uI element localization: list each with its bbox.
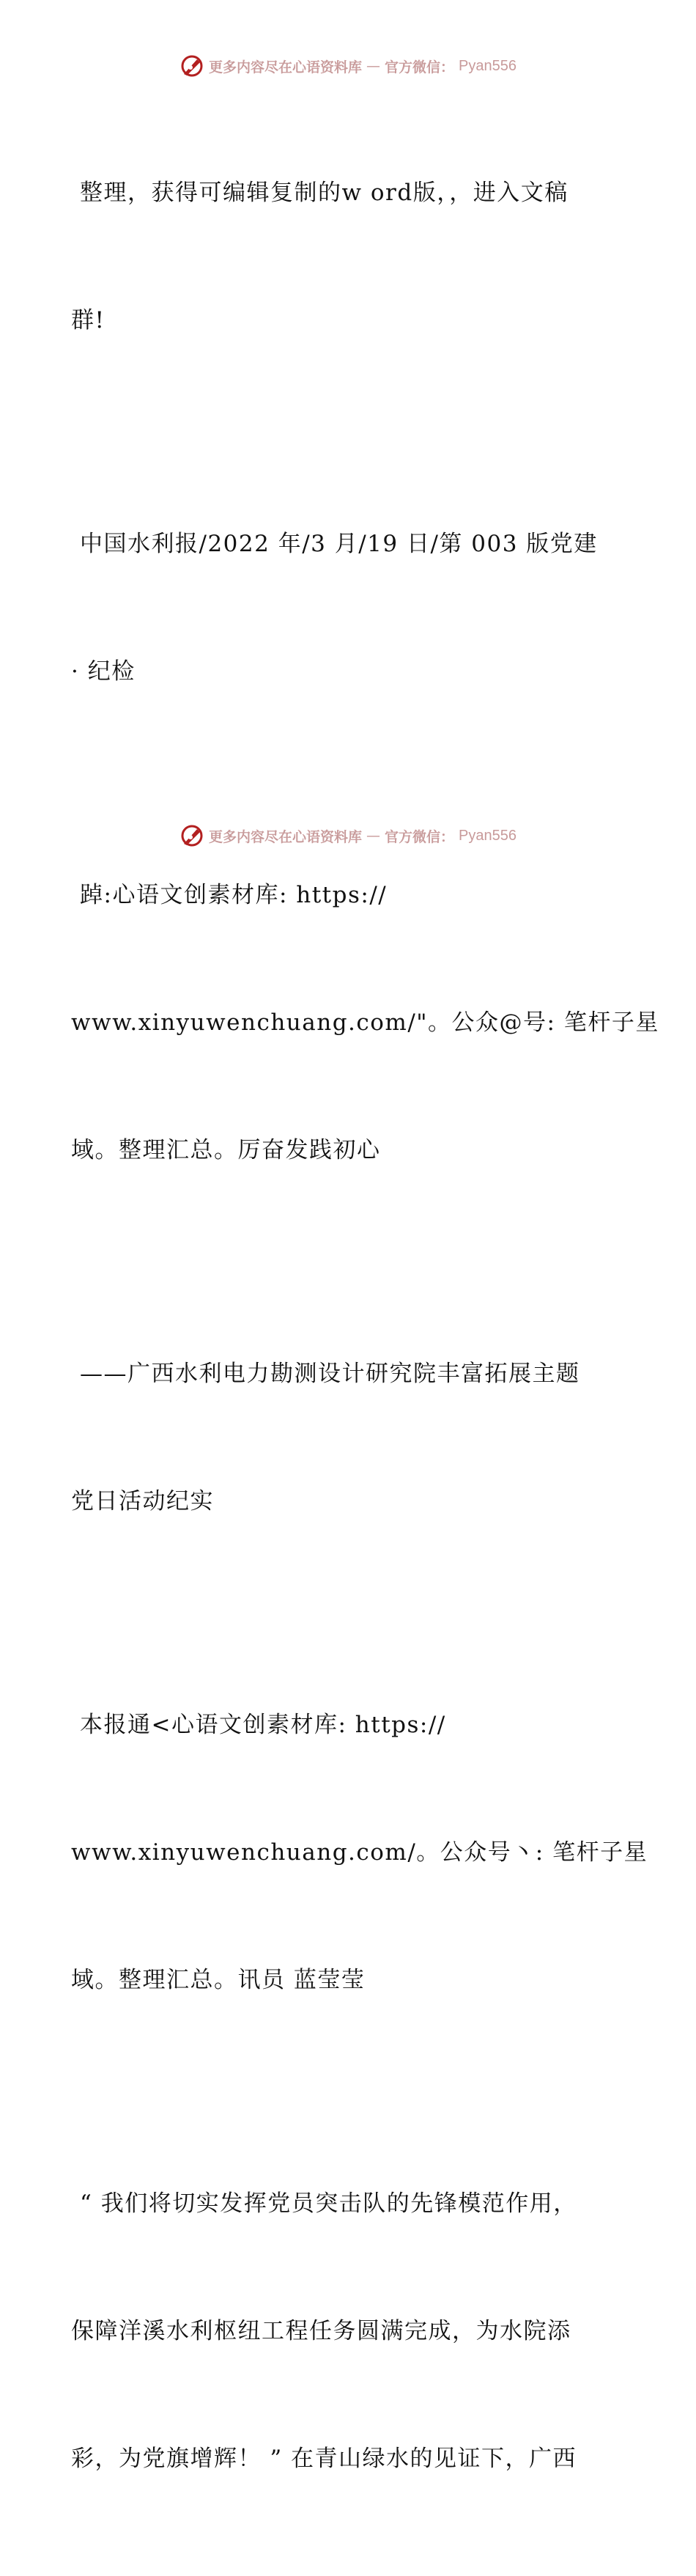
text-line: “ 我们将切实发挥党员突击队的先锋模范作用， <box>80 2190 577 2217</box>
paragraph-intro <box>71 87 628 427</box>
text-line: 彩，为党旗增辉！ ” 在青山绿水的见证下，广西 <box>71 2446 577 2472</box>
text-line: ——广西水利电力勘测设计研究院丰富拓展主题 <box>80 1361 580 1387</box>
document-body <box>71 87 659 2576</box>
banner-text: 更多内容尽在心语资料库 <box>209 828 363 845</box>
banner-text: 更多内容尽在心语资料库 <box>209 59 363 76</box>
paragraph-subtitle <box>71 1267 628 1608</box>
banner-separator: — <box>366 58 381 74</box>
text-line: 党日活动纪实 <box>71 1488 214 1515</box>
text-line: www.xinyuwenchuang.com/"。公众@号: 笔杆子星 <box>71 1009 659 1036</box>
paragraph-source <box>71 438 628 778</box>
pen-logo-icon <box>179 54 204 78</box>
text-line: 群! <box>71 307 105 334</box>
header-banner <box>0 50 696 82</box>
text-line: 域。整理汇总。讯员 蓝莹莹 <box>71 1967 366 1993</box>
text-line: 域。整理汇总。厉奋发践初心 <box>71 1137 381 1163</box>
paragraph-body <box>71 2097 628 2565</box>
text-line: 整理，获得可编辑复制的w ord版，，进入文稿 <box>80 180 569 206</box>
paragraph-byline <box>71 1619 648 2086</box>
text-line: 中国水利报/2022 年/3 月/19 日/第 003 版党建 <box>80 531 598 557</box>
text-line: 保障洋溪水利枢纽工程任务圆满完成，为水院添 <box>71 2318 571 2344</box>
text-line: www.xinyuwenchuang.com/。公众号丶: 笔杆子星 <box>71 1839 648 1866</box>
banner-official: 官方微信： <box>385 59 455 76</box>
text-line: · 纪检 <box>71 658 136 685</box>
text-line: 本报通<心语文创素材库: https:// <box>80 1712 446 1738</box>
banner-official: 官方微信： <box>385 828 455 845</box>
banner-account: Pyan556 <box>459 57 517 74</box>
paragraph-title <box>71 789 659 1256</box>
banner-separator: — <box>366 828 381 844</box>
footer-banner <box>0 820 696 852</box>
banner-account: Pyan556 <box>459 827 517 844</box>
pen-logo-icon <box>179 823 204 848</box>
text-line: 踔:心语文创素材库: https:// <box>80 882 388 908</box>
